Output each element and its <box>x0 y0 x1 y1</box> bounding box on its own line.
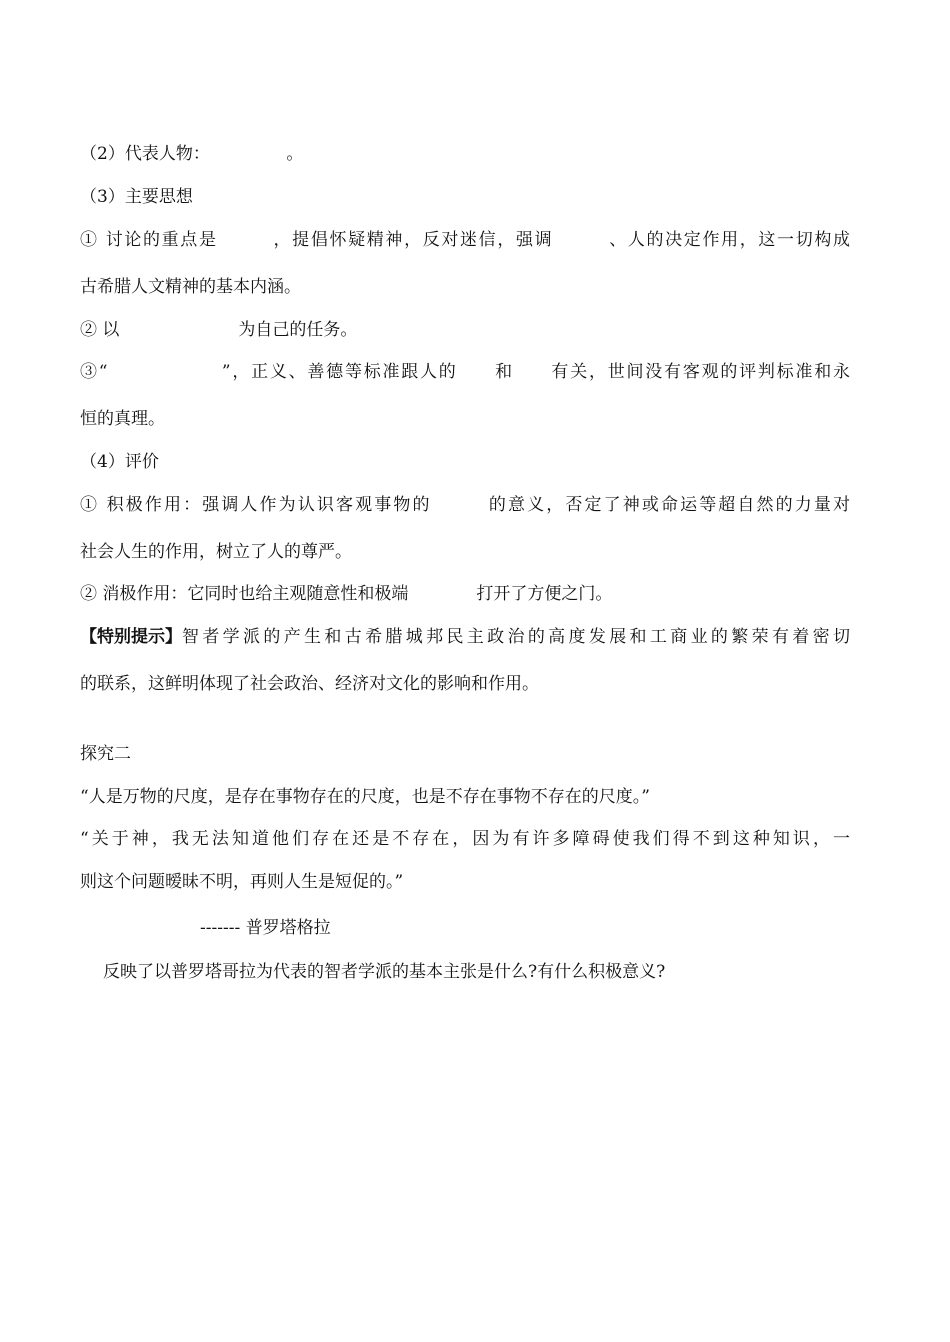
point1-line2: 古希腊人文精神的基本内涵。 <box>80 277 301 297</box>
point3-line1: ③“ ”，正义、善德等标准跟人的 和 有关，世间没有客观的评判标准和永 <box>80 362 850 382</box>
special-tip-line1 <box>80 625 850 649</box>
item-main-ideas: （3）主要思想 <box>80 187 193 207</box>
eval-positive-line2: 社会人生的作用，树立了人的尊严。 <box>80 542 352 562</box>
quote-attribution: ------- 普罗塔格拉 <box>200 918 331 938</box>
item-representatives: （2）代表人物： 。 <box>80 144 304 164</box>
quote-measure: “人是万物的尺度，是存在事物存在的尺度，也是不存在事物不存在的尺度。” <box>80 787 650 807</box>
eval-negative: ② 消极作用：它同时也给主观随意性和极端 打开了方便之门。 <box>80 584 613 604</box>
special-tip-line2: 的联系，这鲜明体现了社会政治、经济对文化的影响和作用。 <box>80 674 539 694</box>
special-tip-label: 【特别提示】 <box>80 627 182 647</box>
eval-positive-line1: ① 积极作用：强调人作为认识客观事物的 的意义，否定了神或命运等超自然的力量对 <box>80 495 850 515</box>
quote-gods-line1: “关于神，我无法知道他们存在还是不存在，因为有许多障碍使我们得不到这种知识，一 <box>80 829 850 849</box>
explore-question: 反映了以普罗塔哥拉为代表的智者学派的基本主张是什么?有什么积极意义? <box>103 962 666 982</box>
special-tip-text: 智者学派的产生和古希腊城邦民主政治的高度发展和工商业的繁荣有着密切 <box>182 627 850 647</box>
point2: ② 以 为自己的任务。 <box>80 320 358 340</box>
quote-gods-line2: 则这个问题暧昧不明，再则人生是短促的。” <box>80 872 404 892</box>
explore-title: 探究二 <box>80 744 131 764</box>
point1-line1: ① 讨论的重点是 ，提倡怀疑精神，反对迷信，强调 、人的决定作用，这一切构成 <box>80 230 850 250</box>
item-evaluation: （4）评价 <box>80 452 159 472</box>
point3-line2: 恒的真理。 <box>80 409 165 429</box>
